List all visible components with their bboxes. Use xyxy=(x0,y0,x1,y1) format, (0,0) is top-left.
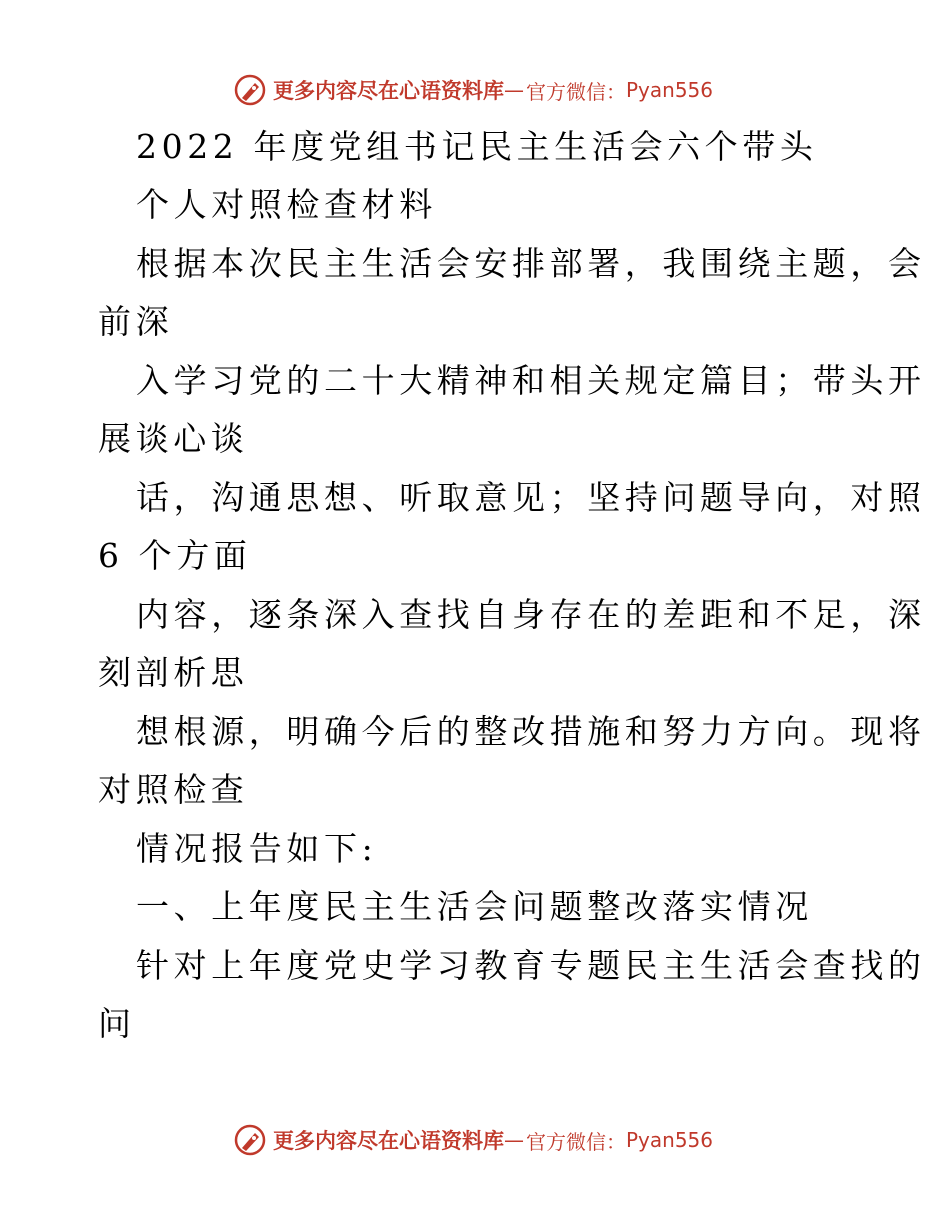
document-title: 2022 年度党组书记民主生活会六个带头 xyxy=(136,127,818,166)
watermark-brand: 更多内容尽在心语资料库 xyxy=(273,1128,504,1153)
paragraph-line: 前深 xyxy=(98,302,174,341)
document-subtitle: 个人对照检查材料 xyxy=(136,185,437,224)
paragraph-line: 想根源，明确今后的整改措施和努力方向。现将 xyxy=(136,712,926,751)
footer-watermark xyxy=(233,1122,713,1158)
paragraph-line: 对照检查 xyxy=(98,770,249,809)
watermark-label: 官方微信： xyxy=(526,79,626,104)
watermark-separator: — xyxy=(504,78,524,102)
header-watermark xyxy=(233,72,713,108)
pen-nib-seal-icon xyxy=(233,73,267,107)
pen-nib-seal-icon xyxy=(233,1123,267,1157)
paragraph-line: 6 个方面 xyxy=(98,536,252,575)
watermark-wechat-id: Pyan556 xyxy=(626,78,714,102)
paragraph-line: 问 xyxy=(98,1004,136,1043)
paragraph-line: 针对上年度党史学习教育专题民主生活会查找的 xyxy=(136,946,926,985)
section-heading: 一、上年度民主生活会问题整改落实情况 xyxy=(136,887,813,926)
paragraph-line: 刻剖析思 xyxy=(98,653,249,692)
paragraph-line: 情况报告如下: xyxy=(136,829,378,868)
paragraph-line: 入学习党的二十大精神和相关规定篇目；带头开 xyxy=(136,361,926,400)
watermark-brand: 更多内容尽在心语资料库 xyxy=(273,78,504,103)
watermark-separator: — xyxy=(504,1128,524,1152)
watermark-wechat-id: Pyan556 xyxy=(626,1128,714,1152)
paragraph-line: 根据本次民主生活会安排部署，我围绕主题，会 xyxy=(136,244,926,283)
paragraph-line: 话，沟通思想、听取意见；坚持问题导向，对照 xyxy=(136,478,926,517)
paragraph-line: 内容，逐条深入查找自身存在的差距和不足，深 xyxy=(136,595,926,634)
watermark-label: 官方微信： xyxy=(526,1129,626,1154)
paragraph-line: 展谈心谈 xyxy=(98,419,249,458)
